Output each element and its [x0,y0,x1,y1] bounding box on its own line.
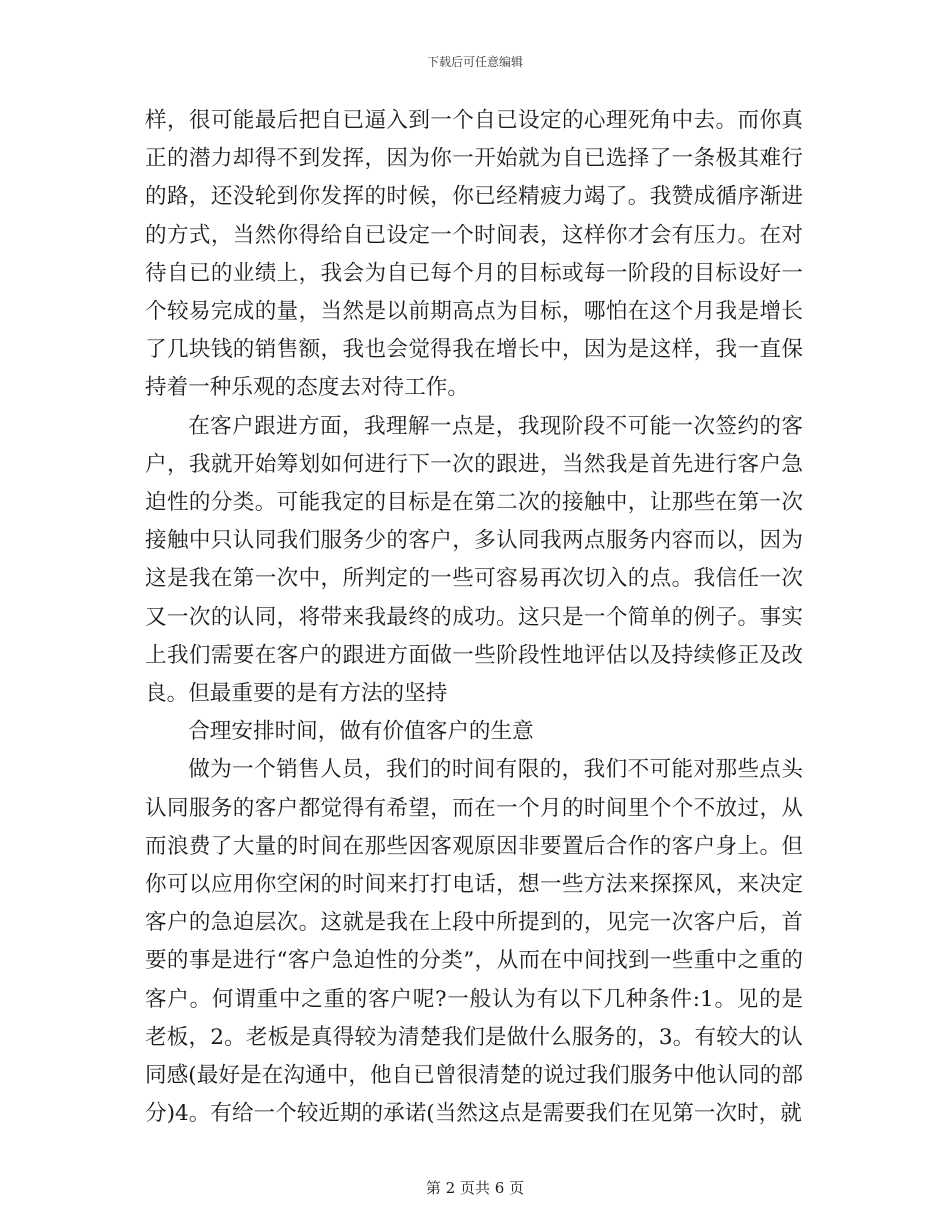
page-number-footer: 第 2 页共 6 页 [425,1179,525,1197]
section-heading-time-management: 合理安排时间，做有价值客户的生意 [188,719,534,745]
paragraph-continuation: 样，很可能最后把自已逼入到一个自已设定的心理死角中去。而你真正的潜力却得不到发挥，因为你一开始就为自已选择了一条极其难行的路，还没轮到你发挥的时候，你已经精疲力竭了。我赞成循序渐进的方式，当然你得给自已设定一个时间表，这样你才会有压力。在对待自已的业绩上，我会为自已每个月的目标或每一阶段的目标设好一个较易完成的量，当然是以前期高点为目标，哪怕在这个月我是增长了几块钱的销售额，我也会觉得我在增长中，因为是这样，我一直保持着一种乐观的态度去对待工作。 [145,108,803,401]
page-header: 下载后可任意编辑 [426,55,523,69]
document-body [145,102,803,1133]
paragraph-client-follow-up: 在客户跟进方面，我理解一点是，我现阶段不可能一次签约的客户，我就开始筹划如何进行下一次的跟进，当然我是首先进行客户急迫性的分类。可能我定的目标是在第二次的接触中，让那些在第一次接触中只认同我们服务少的客户，多认同我两点服务内容而以，因为这是我在第一次中，所判定的一些可容易再次切入的点。我信任一次又一次的认同，将带来我最终的成功。这只是一个简单的例子。事实上我们需要在客户的跟进方面做一些阶段性地评估以及持续修正及改良。但最重要的是有方法的坚持 [145,413,803,707]
paragraph-time-management: 做为一个销售人员，我们的时间有限的，我们不可能对那些点头认同服务的客户都觉得有希望，而在一个月的时间里个个不放过，从而浪费了大量的时间在那些因客观原因非要置后合作的客户身上。但你可以应用你空闲的时间来打打电话，想一些方法来探探风，来决定客户的急迫层次。这就是我在上段中所提到的，见完一次客户后，首要的事是进行“客户急迫性的分类”，从而在中间找到一些重中之重的客户。何谓重中之重的客户呢?一般认为有以下几种条件:1。见的是老板，2。老板是真得较为清楚我们是做什么服务的，3。有较大的认同感(最好是在沟通中，他自已曾很清楚的说过我们服务中他认同的部分)4。有给一个较近期的承诺(当然这点是需要我们在见第一次时，就 [145,757,803,1127]
